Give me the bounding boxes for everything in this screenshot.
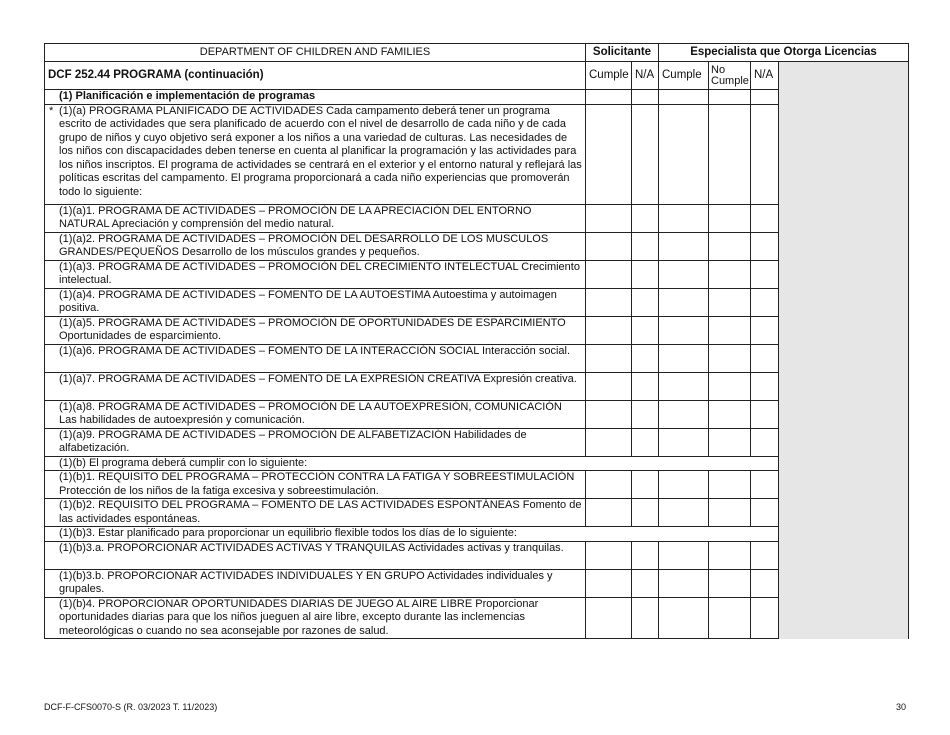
requirement-text: (1)(b)3.b. PROPORCIONAR ACTIVIDADES INDIVIDUALES Y EN GRUPO Actividades individuales y grupales. (45, 569, 586, 597)
checkbox-cell[interactable] (751, 288, 779, 316)
checkbox-cell[interactable] (586, 400, 632, 428)
checkbox-cell[interactable] (751, 204, 779, 232)
checkbox-cell[interactable] (659, 344, 709, 372)
checkbox-cell[interactable] (751, 316, 779, 344)
checkbox-cell[interactable] (586, 372, 632, 400)
checkbox-cell[interactable] (751, 569, 779, 597)
checkbox-cell[interactable] (632, 541, 659, 569)
checkbox-cell[interactable] (751, 372, 779, 400)
checkbox-cell[interactable] (709, 499, 751, 527)
requirement-text: (1)(a)3. PROGRAMA DE ACTIVIDADES – PROMOCIÓN DEL CRECIMIENTO INTELECTUAL Crecimiento intelectual. (45, 260, 586, 288)
requirement-text: (1)(b)3. Estar planificado para proporcionar un equilibrio flexible todos los días de lo siguiente: (45, 527, 779, 542)
checkbox-cell[interactable] (586, 569, 632, 597)
col-na-solicitante: N/A (632, 62, 659, 90)
column-header-row (45, 62, 909, 90)
checkbox-cell[interactable] (586, 597, 632, 639)
checkbox-cell[interactable] (709, 471, 751, 499)
requirement-label: (1)(a) PROGRAMA PLANIFICADO DE ACTIVIDADES Cada campamento deberá tener un programa escrito de actividades que sera planificado de acuerdo con el nivel de desarrollo de cada niño y de cada grupo de niños y cuyo objetivo será exponer a los niños a una variedad de culturas. Las necesidades de los niños con discapacidades deben tenerse en cuenta al planificar la programación y las actividades para los niños inscriptos. El programa de actividades se centrará en el exterior y el entorno natural y reflejará las políticas escritas del campamento. El programa proporcionará a cada niño experiencias que promoverán todo lo siguiente: (59, 104, 582, 198)
checkbox-cell[interactable] (659, 90, 709, 105)
checkbox-cell[interactable] (751, 471, 779, 499)
col-cumple-solicitante: Cumple (586, 62, 632, 90)
checkbox-cell[interactable] (751, 232, 779, 260)
requirement-text: (1)(a)1. PROGRAMA DE ACTIVIDADES – PROMOCIÓN DE LA APRECIACIÓN DEL ENTORNO NATURAL Apreciación y comprensión del medio natural. (45, 204, 586, 232)
checkbox-cell[interactable] (709, 541, 751, 569)
checkbox-cell[interactable] (751, 400, 779, 428)
requirement-text: (1)(a)7. PROGRAMA DE ACTIVIDADES – FOMENTO DE LA EXPRESIÓN CREATIVA Expresión creativa. (45, 372, 586, 400)
checkbox-cell[interactable] (659, 569, 709, 597)
checkbox-cell[interactable] (586, 428, 632, 456)
checkbox-cell[interactable] (751, 597, 779, 639)
checkbox-cell[interactable] (586, 260, 632, 288)
checkbox-cell[interactable] (632, 471, 659, 499)
checkbox-cell[interactable] (709, 288, 751, 316)
checkbox-cell[interactable] (659, 499, 709, 527)
col-no-cumple: No Cumple (709, 62, 751, 90)
especialista-header: Especialista que Otorga Licencias (659, 44, 909, 62)
critical-star: * (49, 104, 54, 117)
checkbox-cell[interactable] (659, 260, 709, 288)
checkbox-cell[interactable] (709, 316, 751, 344)
checkbox-cell[interactable] (586, 499, 632, 527)
requirement-text: (1)(b)2. REQUISITO DEL PROGRAMA – FOMENTO DE LAS ACTIVIDADES ESPONTÁNEAS Fomento de las actividades espontáneas. (45, 499, 586, 527)
checkbox-cell[interactable] (751, 499, 779, 527)
checkbox-cell[interactable] (632, 288, 659, 316)
requirement-text: (1)(b)1. REQUISITO DEL PROGRAMA – PROTECCIÓN CONTRA LA FATIGA Y SOBREESTIMULACIÓN Protección de los niños de la fatiga excesiva y sobreestimulación. (45, 471, 586, 499)
checkbox-cell[interactable] (709, 428, 751, 456)
checkbox-cell[interactable] (659, 372, 709, 400)
checkbox-cell[interactable] (632, 499, 659, 527)
requirement-text: (1)(a)4. PROGRAMA DE ACTIVIDADES – FOMENTO DE LA AUTOESTIMA Autoestima y autoimagen positiva. (45, 288, 586, 316)
checkbox-cell[interactable] (632, 428, 659, 456)
checkbox-cell[interactable] (751, 260, 779, 288)
checkbox-cell[interactable] (632, 232, 659, 260)
checkbox-cell[interactable] (659, 104, 709, 204)
solicitante-header: Solicitante (586, 44, 659, 62)
checkbox-cell[interactable] (586, 232, 632, 260)
checkbox-cell[interactable] (659, 288, 709, 316)
checkbox-cell[interactable] (709, 597, 751, 639)
checkbox-cell[interactable] (751, 104, 779, 204)
checkbox-cell[interactable] (709, 232, 751, 260)
checkbox-cell[interactable] (632, 90, 659, 105)
checkbox-cell[interactable] (632, 372, 659, 400)
checkbox-cell[interactable] (659, 400, 709, 428)
checkbox-cell[interactable] (709, 260, 751, 288)
checkbox-cell[interactable] (632, 316, 659, 344)
checkbox-cell[interactable] (709, 569, 751, 597)
checkbox-cell[interactable] (632, 400, 659, 428)
requirement-text: (1)(a)8. PROGRAMA DE ACTIVIDADES – PROMOCIÓN DE LA AUTOEXPRESIÓN, COMUNICACIÓN Las habilidades de autoexpresión y comunicación. (45, 400, 586, 428)
checkbox-cell[interactable] (632, 104, 659, 204)
checkbox-cell[interactable] (751, 90, 779, 105)
checkbox-cell[interactable] (709, 90, 751, 105)
form-id: DCF-F-CFS0070-S (R. 03/2023 T. 11/2023) (44, 702, 218, 712)
department-name: DEPARTMENT OF CHILDREN AND FAMILIES (45, 44, 586, 62)
checkbox-cell[interactable] (751, 541, 779, 569)
checkbox-cell[interactable] (709, 344, 751, 372)
header-row (45, 44, 909, 62)
checkbox-cell[interactable] (659, 204, 709, 232)
checkbox-cell[interactable] (751, 344, 779, 372)
checkbox-cell[interactable] (632, 204, 659, 232)
requirement-text (45, 104, 586, 204)
requirement-text: (1)(a)9. PROGRAMA DE ACTIVIDADES – PROMOCIÓN DE ALFABETIZACIÓN Habilidades de alfabetización. (45, 428, 586, 456)
checklist-table (44, 43, 909, 639)
checkbox-cell[interactable] (586, 104, 632, 204)
checkbox-cell[interactable] (586, 316, 632, 344)
page-number: 30 (895, 702, 906, 712)
checkbox-cell[interactable] (659, 232, 709, 260)
checkbox-cell[interactable] (632, 260, 659, 288)
col-na-especialista: N/A (751, 62, 779, 90)
col-cumple-especialista: Cumple (659, 62, 709, 90)
section-title: DCF 252.44 PROGRAMA (continuación) (45, 62, 586, 90)
checkbox-cell[interactable] (632, 597, 659, 639)
requirement-text: (1)(a)2. PROGRAMA DE ACTIVIDADES – PROMOCIÓN DEL DESARROLLO DE LOS MUSCULOS GRANDES/PEQUEÑOS Desarrollo de los músculos grandes y pequeños. (45, 232, 586, 260)
checkbox-cell[interactable] (586, 471, 632, 499)
checkbox-cell[interactable] (709, 104, 751, 204)
checkbox-cell[interactable] (586, 541, 632, 569)
subsection-title: (1) Planificación e implementación de programas (45, 90, 586, 105)
checkbox-cell[interactable] (632, 569, 659, 597)
checkbox-cell[interactable] (659, 428, 709, 456)
requirement-text: (1)(b) El programa deberá cumplir con lo siguiente: (45, 456, 779, 471)
checkbox-cell[interactable] (632, 344, 659, 372)
requirement-text: (1)(b)3.a. PROPORCIONAR ACTIVIDADES ACTIVAS Y TRANQUILAS Actividades activas y tranquilas. (45, 541, 586, 569)
checkbox-cell[interactable] (659, 316, 709, 344)
checkbox-cell[interactable] (751, 428, 779, 456)
checkbox-cell[interactable] (659, 541, 709, 569)
requirement-text: (1)(a)5. PROGRAMA DE ACTIVIDADES – PROMOCIÓN DE OPORTUNIDADES DE ESPARCIMIENTO Oportunidades de esparcimiento. (45, 316, 586, 344)
requirement-text: (1)(a)6. PROGRAMA DE ACTIVIDADES – FOMENTO DE LA INTERACCIÓN SOCIAL Interacción social. (45, 344, 586, 372)
checkbox-cell[interactable] (709, 372, 751, 400)
checkbox-cell[interactable] (586, 288, 632, 316)
checkbox-cell[interactable] (659, 597, 709, 639)
checkbox-cell[interactable] (659, 471, 709, 499)
checkbox-cell[interactable] (586, 90, 632, 105)
checkbox-cell[interactable] (709, 204, 751, 232)
checkbox-cell[interactable] (709, 400, 751, 428)
checkbox-cell[interactable] (586, 344, 632, 372)
grey-margin (779, 62, 909, 639)
requirement-text: (1)(b)4. PROPORCIONAR OPORTUNIDADES DIARIAS DE JUEGO AL AIRE LIBRE Proporcionar oportunidades diarias para que los niños jueguen al aire libre, excepto durante las inclemencias meteorológicas o cuando no sea aconsejable por razones de salud. (45, 597, 586, 639)
checkbox-cell[interactable] (586, 204, 632, 232)
